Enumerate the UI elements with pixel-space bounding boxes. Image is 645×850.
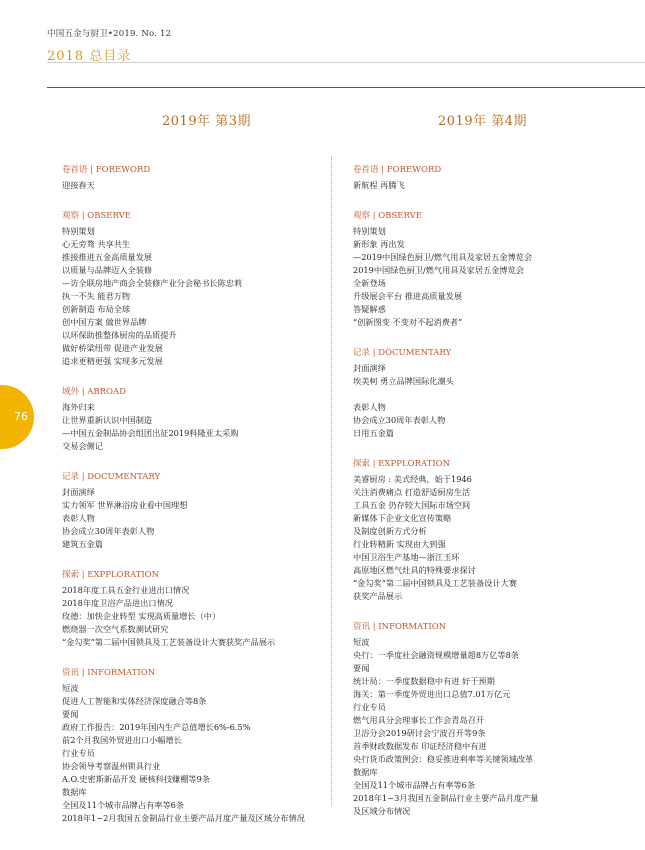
toc-section xyxy=(353,210,615,329)
toc-entry: 中国卫浴生产基地—浙江玉环 xyxy=(353,552,460,562)
toc-entry: 短波 xyxy=(62,683,79,693)
toc-entry: 让世界重新认识中国制造 xyxy=(62,415,153,425)
toc-entry: 实力领军 世界淋浴房业看中国理想 xyxy=(62,500,188,510)
toc-entry: 创新制造 布局全球 xyxy=(62,304,131,314)
toc-section xyxy=(353,621,615,818)
header-divider xyxy=(47,87,645,88)
toc-entry: 答疑解惑 xyxy=(353,304,386,314)
toc-entry: 埃美柯 勇立品牌国际化潮头 xyxy=(353,376,454,386)
section-heading: 探索 | EXPPLORATION xyxy=(353,459,451,469)
toc-entry: 短波 xyxy=(353,637,370,647)
toc-entry: 数据库 xyxy=(62,787,87,797)
section-heading: 资讯 | INFORMATION xyxy=(62,668,156,678)
section-heading: 卷首语 | FOREWORD xyxy=(62,165,151,175)
toc-section xyxy=(62,386,324,453)
toc-entry: 推接推进五金高质量发展 xyxy=(62,252,153,262)
toc-section xyxy=(62,569,324,649)
toc-entry: —访全联房地产商会全装修产业分会秘书长陈忠莉 xyxy=(62,278,243,288)
toc-entry: 2018年1~3月我国五金制品行业主要产品月度产量 xyxy=(353,793,539,803)
toc-entry: 心无旁骛 共享共生 xyxy=(62,239,131,249)
toc-entry: 2018年1~2月我国五金制品行业主要产品月度产量及区域分布情况 xyxy=(62,813,305,823)
running-header: 中国五金与厨卫•2019. No. 12 xyxy=(47,29,172,39)
section-heading: 记录 | DOCUMENTARY xyxy=(353,348,452,358)
toc-entry: 工具五金 仍存较大国际市场空间 xyxy=(353,500,471,510)
toc-entry: 以环保助推整体厨房的品质提升 xyxy=(62,330,177,340)
toc-entry: 燃气用具分会理事长工作会青岛召开 xyxy=(353,715,485,725)
toc-entry: 建筑五金篇 xyxy=(62,539,103,549)
toc-entry: 要闻 xyxy=(353,663,370,673)
toc-entry: 及制度创新方式分析 xyxy=(353,526,427,536)
section-heading: 资讯 | INFORMATION xyxy=(353,622,447,632)
toc-entry: 数据库 xyxy=(353,767,378,777)
toc-entry: 特别策划 xyxy=(353,226,386,236)
toc-entry: 统计局：一季度数据稳中有进 好于预期 xyxy=(353,676,495,686)
toc-entry: 2018年度卫浴产品进出口情况 xyxy=(62,598,173,608)
toc-entry: “创新图变 不变对不起消费者” xyxy=(353,317,463,327)
toc-entry: 促进人工智能和实体经济深度融合等8条 xyxy=(62,696,207,706)
toc-entry: 卫浴分会2019研讨会宁波召开等9条 xyxy=(353,728,486,738)
toc-entry: 行业专员 xyxy=(353,702,386,712)
toc-entry: 关注消费痛点 打造舒适厨房生活 xyxy=(353,487,471,497)
toc-entry: 首季财政数据发布 印证经济稳中有进 xyxy=(353,741,487,751)
issue-title: 2019年 第4期 xyxy=(438,114,527,129)
toc-entry: 行业专员 xyxy=(62,748,95,758)
toc-entry: 2019中国绿色厨卫/燃气用具及家居五金博览会 xyxy=(353,265,524,275)
section-heading: 记录 | DOCUMENTARY xyxy=(62,472,161,482)
toc-section xyxy=(62,210,324,368)
toc-entry: 协会领导考察温州锁具行业 xyxy=(62,761,161,771)
title-divider xyxy=(47,62,645,63)
toc-entry: 日用五金篇 xyxy=(353,428,394,438)
toc-entry: 创中国方案 做世界品牌 xyxy=(62,317,147,327)
page-title: 2018 总目录 xyxy=(47,49,132,64)
toc-entry: 全国及11个城市品牌占有率等6条 xyxy=(353,780,476,790)
toc-entry: 执一不失 能君万物 xyxy=(62,291,131,301)
toc-section xyxy=(353,458,615,603)
toc-entry: 交易会侧记 xyxy=(62,441,103,451)
toc-entry: 要闻 xyxy=(62,709,79,719)
toc-entry: 央行货币政策例会：稳妥推进利率等关键领域改革 xyxy=(353,754,534,764)
toc-entry: 前2个月我国外贸进出口小幅增长 xyxy=(62,735,182,745)
toc-section xyxy=(62,164,324,192)
issue-title: 2019年 第3期 xyxy=(162,114,251,129)
section-heading: 域外 | ABROAD xyxy=(62,387,126,397)
toc-entry: 全国及11个城市品牌占有率等6条 xyxy=(62,800,185,810)
toc-entry: 升级展会平台 推进高质量发展 xyxy=(353,291,463,301)
toc-entry: 封面演绎 xyxy=(62,487,95,497)
page-number: 76 xyxy=(14,410,28,423)
toc-entry: 政府工作报告：2019年国内生产总值增长6%-6.5% xyxy=(62,722,251,732)
toc-entry: 新航程 再腾飞 xyxy=(353,180,405,190)
toc-entry: 追求更精更强 实现多元发展 xyxy=(62,356,163,366)
toc-entry: 表彰人物 xyxy=(62,513,95,523)
toc-entry: 做好桥梁纽带 促进产业发展 xyxy=(62,343,163,353)
toc-entry: 高原地区燃气灶具的特殊要求探讨 xyxy=(353,565,476,575)
issue-column-right xyxy=(353,110,615,836)
toc-section xyxy=(62,667,324,825)
toc-section xyxy=(353,164,615,192)
toc-entry: 以质量与品牌迈入全装修 xyxy=(62,265,153,275)
toc-entry: 迎接春天 xyxy=(62,180,95,190)
issue-column-left xyxy=(62,110,324,843)
toc-entry: 封面演绎 xyxy=(353,363,386,373)
toc-entry: 协会成立30周年表彰人物 xyxy=(62,526,155,536)
toc-entry: 全新登场 xyxy=(353,278,386,288)
toc-entry: 新媒体下企业文化宣传策略 xyxy=(353,513,452,523)
column-divider xyxy=(331,156,332,806)
section-list xyxy=(353,164,615,818)
toc-entry: 海关：第一季度外贸进出口总值7.01万亿元 xyxy=(353,689,511,699)
section-heading: 观察 | OBSERVE xyxy=(353,211,422,221)
toc-entry: —中国五金制品协会组团出征2019科隆亚太采购 xyxy=(62,428,239,438)
toc-entry xyxy=(353,388,615,401)
toc-section xyxy=(353,347,615,440)
toc-entry: —2019中国绿色厨卫/燃气用具及家居五金博览会 xyxy=(353,252,533,262)
toc-entry: 新形象 再出发 xyxy=(353,239,405,249)
toc-entry: 协会成立30周年表彰人物 xyxy=(353,415,446,425)
toc-entry: 行业转精新 实现由大到强 xyxy=(353,539,446,549)
toc-entry: “金勾奖”第二届中国锁具及工艺装备设计大赛 xyxy=(353,578,517,588)
toc-entry: 表彰人物 xyxy=(353,402,386,412)
toc-entry: 美睿厨房 : 美式经典，始于1946 xyxy=(353,474,472,484)
toc-entry: “金勾奖”第二届中国锁具及工艺装备设计大赛获奖产品展示 xyxy=(62,637,276,647)
toc-entry: 及区域分布情况 xyxy=(353,806,411,816)
toc-entry: 海外归来 xyxy=(62,402,95,412)
toc-entry: A.O.史密斯新品开发 硬核科技赚棚等9条 xyxy=(62,774,210,784)
toc-entry: 燃烧器一次空气系数测试研究 xyxy=(62,624,169,634)
section-heading: 探索 | EXPPLORATION xyxy=(62,570,160,580)
toc-entry: 央行：一季度社会融资规模增量超8万亿等8条 xyxy=(353,650,519,660)
toc-entry: 玫德：加快企业转型 实现高质量增长（中） xyxy=(62,611,221,621)
toc-section xyxy=(62,471,324,551)
section-list xyxy=(62,164,324,825)
toc-entry: 特别策划 xyxy=(62,226,95,236)
toc-entry: 2018年度工具五金行业进出口情况 xyxy=(62,585,190,595)
section-heading: 观察 | OBSERVE xyxy=(62,211,131,221)
toc-entry: 获奖产品展示 xyxy=(353,591,403,601)
section-heading: 卷首语 | FOREWORD xyxy=(353,165,442,175)
